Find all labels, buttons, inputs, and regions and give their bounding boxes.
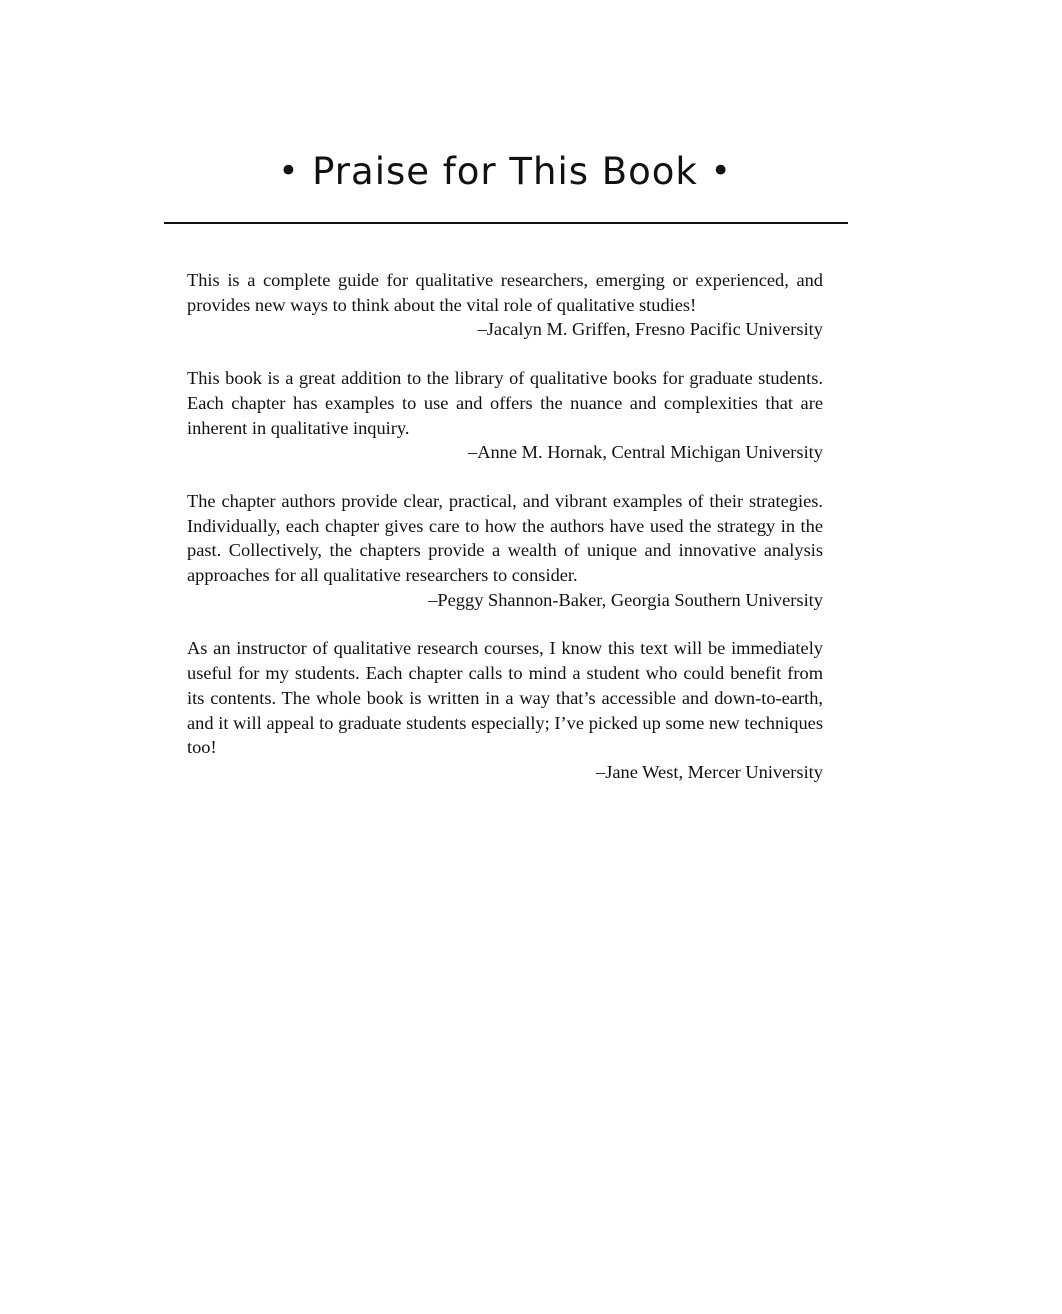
praise-quote	[187, 268, 823, 342]
heading-divider	[164, 222, 848, 224]
praise-quote	[187, 366, 823, 465]
quote-text: The chapter authors provide clear, practical, and vibrant examples of their strategies. Individually, each chapter gives care to how the authors have used the strategy in the past. Collectively, the chapters provide a wealth of unique and innovative analysis approaches for all qualitative researchers to consider.	[187, 490, 823, 586]
quote-attribution: –Anne M. Hornak, Central Michigan University	[468, 442, 823, 463]
praise-quote	[187, 636, 823, 784]
page-title-text: Praise for This Book	[312, 150, 698, 193]
bullet-left-icon: •	[278, 151, 300, 191]
praise-list	[187, 268, 823, 809]
bullet-right-icon: •	[710, 151, 732, 191]
quote-text: As an instructor of qualitative research courses, I know this text will be immediately useful for my students. Each chapter calls to mind a student who could benefit from its contents. The whole book is written in a way that’s accessible and down-to-earth, and it will appeal to graduate students especially; I’ve picked up some new techniques too!	[187, 638, 823, 758]
quote-text: This is a complete guide for qualitative researchers, emerging or experienced, and provides new ways to think about the vital role of qualitative studies!	[187, 270, 823, 315]
quote-attribution: –Jane West, Mercer University	[596, 761, 823, 782]
quote-attribution: –Jacalyn M. Griffen, Fresno Pacific University	[477, 319, 823, 340]
page-title	[0, 150, 1010, 193]
quote-attribution: –Peggy Shannon-Baker, Georgia Southern University	[428, 589, 823, 610]
praise-quote	[187, 489, 823, 613]
quote-text: This book is a great addition to the library of qualitative books for graduate students. Each chapter has examples to use and offers the nuance and complexities that are inherent in qualitative inquiry.	[187, 368, 823, 438]
